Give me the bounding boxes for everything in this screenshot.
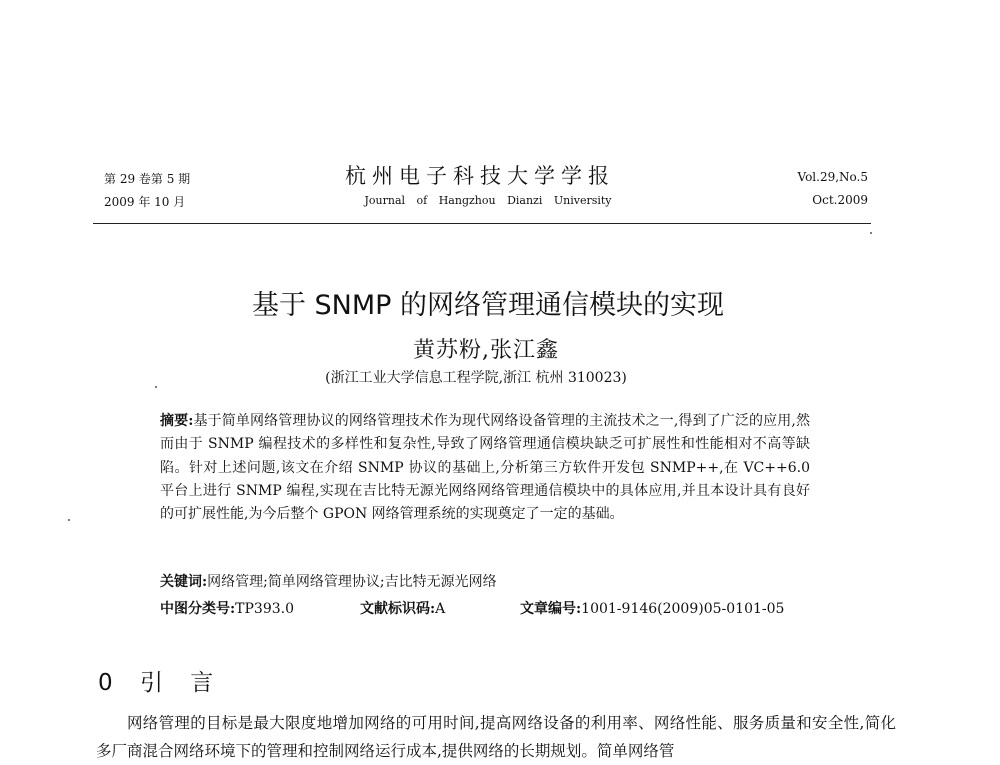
date-cn: 2009 年 10 月 [104, 195, 186, 209]
abstract-label: 摘要: [160, 413, 194, 429]
classification-label: 中图分类号: [160, 601, 236, 617]
affiliation: (浙江工业大学信息工程学院,浙江 杭州 310023) [325, 370, 627, 386]
authors: 黄苏粉,张江鑫 [413, 338, 559, 363]
classification-number [160, 598, 294, 618]
keywords-label: 关键词: [160, 574, 208, 590]
document-code [360, 598, 445, 618]
classification-value: TP393.0 [235, 601, 295, 617]
keywords-text: 网络管理;简单网络管理协议;吉比特无源光网络 [207, 574, 497, 590]
journal-title-cn: 杭州电子科技大学学报 [345, 164, 615, 188]
volume-en: Vol.29,No.5 [797, 170, 868, 184]
document-code-label: 文献标识码: [360, 601, 436, 617]
abstract [160, 410, 810, 526]
header-rule [93, 223, 871, 224]
article-title: 基于 SNMP 的网络管理通信模块的实现 [251, 290, 725, 321]
speck [870, 232, 872, 234]
article-number-label: 文章编号: [520, 601, 582, 617]
keywords [160, 571, 497, 591]
speck [68, 519, 70, 521]
section-heading: 0 引 言 [98, 670, 224, 696]
volume-issue-cn: 第 29 卷第 5 期 [104, 172, 191, 186]
article-number-value: 1001-9146(2009)05-0101-05 [581, 601, 785, 617]
article-number [520, 598, 784, 618]
section-body: 网络管理的目标是最大限度地增加网络的可用时间,提高网络设备的利用率、网络性能、服务质量和安全性,简化多厂商混合网络环境下的管理和控制网络运行成本,提供网络的长期规划。简单网络管 [96, 714, 896, 760]
abstract-text: 基于简单网络管理协议的网络管理技术作为现代网络设备管理的主流技术之一,得到了广泛的应用,然而由于 SNMP 编程技术的多样性和复杂性,导致了网络管理通信模块缺乏可扩展性和性能相对不高等缺陷。针对上述问题,该文在介绍 SNMP 协议的基础上,分析第三方软件开发包 SNMP++,在 VC++6.0 平台上进行 SNMP 编程,实现在吉比特无源光网络网络管理通信模块中的具体应用,并且本设计具有良好的可扩展性能,为今后整个 GPON 网络管理系统的实现奠定了一定的基础。 [160, 413, 810, 523]
document-code-value: A [435, 601, 446, 617]
date-en: Oct.2009 [812, 193, 868, 207]
journal-title-en: Journal of Hangzhou Dianzi University [364, 194, 612, 207]
